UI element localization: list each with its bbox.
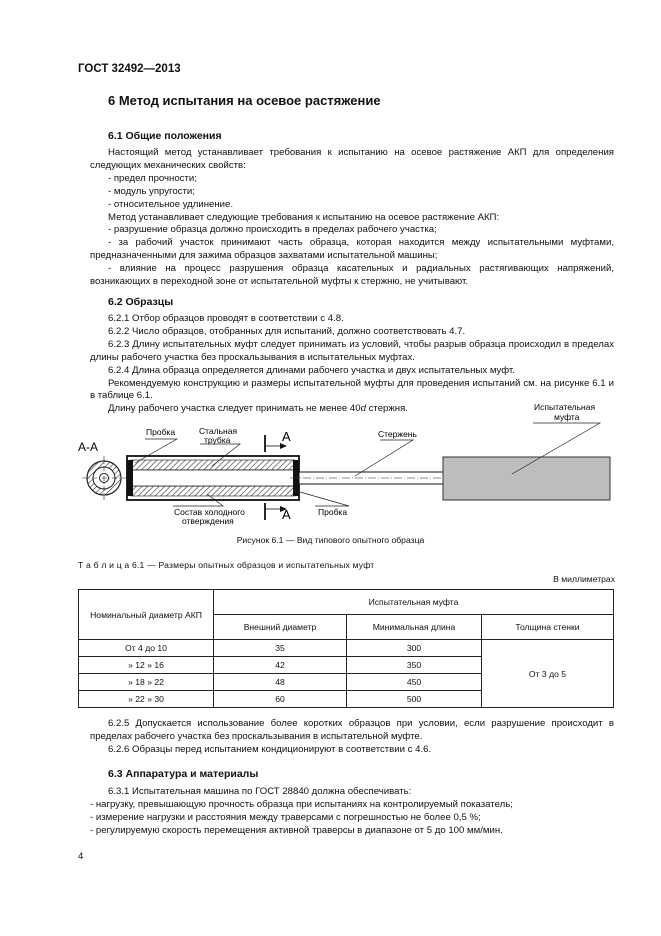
cell-diameter: » 22 » 30: [79, 691, 214, 708]
label-cold-2: отверждения: [182, 516, 234, 526]
label-steel-tube-2: трубка: [204, 435, 231, 445]
cell-outer: 42: [214, 657, 347, 674]
label-rod: Стержень: [378, 429, 417, 439]
list-item: - влияние на процесс разрушения образца касательных и радиальных растягивающих напряжений, возникающих в переходной зоне от испытательной муфты к стержню, не учитывают.: [90, 263, 614, 288]
paragraph: 6.3.1 Испытательная машина по ГОСТ 28840 должна обеспечивать:: [108, 786, 412, 797]
paragraph: 6.2.4 Длина образца определяется длинами рабочего участка и двух испытательных муфт.: [108, 364, 515, 376]
cell-diameter: » 12 » 16: [79, 657, 214, 674]
cell-diameter: От 4 до 10: [79, 640, 214, 657]
right-coupling: [443, 457, 610, 500]
header-nominal-diameter: Номинальный диаметр АКП: [79, 590, 214, 640]
paragraph: Настоящий метод устанавливает требования к испытанию на осевое растяжение АКП для определения следующих механических свойств:: [90, 147, 614, 171]
paragraph: Метод устанавливает следующие требования к испытанию на осевое растяжение АКП:: [108, 211, 500, 223]
section-6-title: 6 Метод испытания на осевое растяжение: [108, 93, 381, 108]
cut-mark-bottom: [265, 503, 291, 522]
list-item: - относительное удлинение.: [108, 198, 234, 210]
list-item: - предел прочности;: [108, 172, 197, 184]
paragraph: 6.2.5 Допускается использование более коротких образцов при условии, если разрушение происходит в пределах рабочего участка без проскальзывания в испытательной муфте.: [90, 718, 614, 742]
paragraph: Рекомендуемую конструкцию и размеры испытательной муфты для проведения испытаний см. на рисунке 6.1 и в таблице 6.1.: [90, 377, 614, 402]
table-caption: Т а б л и ц а 6.1 — Размеры опытных образцов и испытательных муфт: [78, 560, 375, 570]
label-coupling-1: Испытательная: [534, 402, 596, 412]
cell-wall-thickness: От 3 до 5: [482, 640, 614, 708]
length-text-end: стержня.: [365, 403, 408, 415]
header-outer-diameter: Внешний диаметр: [214, 615, 347, 640]
figure-caption: Рисунок 6.1 — Вид типового опытного образца: [236, 535, 425, 545]
section-6-2-title: 6.2 Образцы: [108, 296, 174, 308]
cell-outer: 60: [214, 691, 347, 708]
section-6-2-continued: [90, 718, 614, 757]
paragraph: 6.2.6 Образцы перед испытанием кондиционируют в соответствии с 4.6.: [108, 743, 432, 755]
paragraph: 6.2.2 Число образцов, отобранных для испытаний, должно соответствовать 4.7.: [108, 325, 466, 337]
list-item: - за рабочий участок принимают часть образца, которая находится между испытательными муфтами, предназначенными для зажима образцов захватами испытательной машины;: [90, 237, 614, 262]
section-6-3-title: 6.3 Аппаратура и материалы: [108, 768, 259, 780]
cell-outer: 35: [214, 640, 347, 657]
document-code: ГОСТ 32492—2013: [78, 63, 181, 75]
header-wall-thickness: Толщина стенки: [482, 615, 614, 640]
section-label: А-А: [78, 440, 99, 454]
page-number: 4: [78, 851, 84, 862]
cut-letter-top: А: [282, 429, 291, 444]
cell-outer: 48: [214, 674, 347, 691]
label-probka-bottom: Пробка: [318, 507, 348, 517]
list-item: - модуль упругости;: [108, 185, 195, 197]
label-coupling-2: муфта: [554, 412, 580, 422]
label-steel-tube-1: Стальная: [199, 426, 238, 436]
cell-min-length: 350: [347, 657, 482, 674]
cut-mark-top: [265, 429, 291, 452]
cell-min-length: 450: [347, 674, 482, 691]
label-cold-1: Состав холодного: [174, 507, 245, 517]
label-probka-top: Пробка: [146, 427, 176, 437]
length-variable: d: [360, 403, 366, 415]
rod: [290, 472, 455, 484]
dimensions-table: [78, 589, 614, 708]
paragraph: 6.2.1 Отбор образцов проводят в соответствии с 4.8.: [108, 313, 344, 324]
header-coupling: Испытательная муфта: [214, 590, 614, 615]
section-6-1-title: 6.1 Общие положения: [108, 130, 222, 142]
list-item: - нагрузку, превышающую прочность образца при испытаниях на контролируемый показатель;: [90, 798, 513, 810]
cell-min-length: 500: [347, 691, 482, 708]
list-item: - разрушение образца должно происходить в пределах рабочего участка;: [108, 224, 437, 236]
section-6-3-body: [90, 786, 614, 838]
paragraph: 6.2.3 Длину испытательных муфт следует принимать из условий, чтобы разрыв образца происходил в пределах длины рабочего участка без проскальзывания в испытательных муфтах.: [90, 338, 614, 363]
cell-min-length: 300: [347, 640, 482, 657]
list-item: - измерение нагрузки и расстояния между траверсами с погрешностью не более 0,5 %;: [90, 811, 481, 823]
list-item: - регулируемую скорость перемещения активной траверсы в диапазоне от 5 до 100 мм/мин.: [90, 824, 503, 836]
length-text: Длину рабочего участка следует принимать не менее 40: [108, 403, 361, 415]
table-row: [79, 640, 614, 657]
cross-section-icon: [82, 456, 126, 500]
cell-diameter: » 18 » 22: [79, 674, 214, 691]
cut-letter-bottom: А: [282, 507, 291, 522]
left-coupling: [127, 456, 299, 500]
header-min-length: Минимальная длина: [347, 615, 482, 640]
table-units: В миллиметрах: [553, 574, 615, 584]
